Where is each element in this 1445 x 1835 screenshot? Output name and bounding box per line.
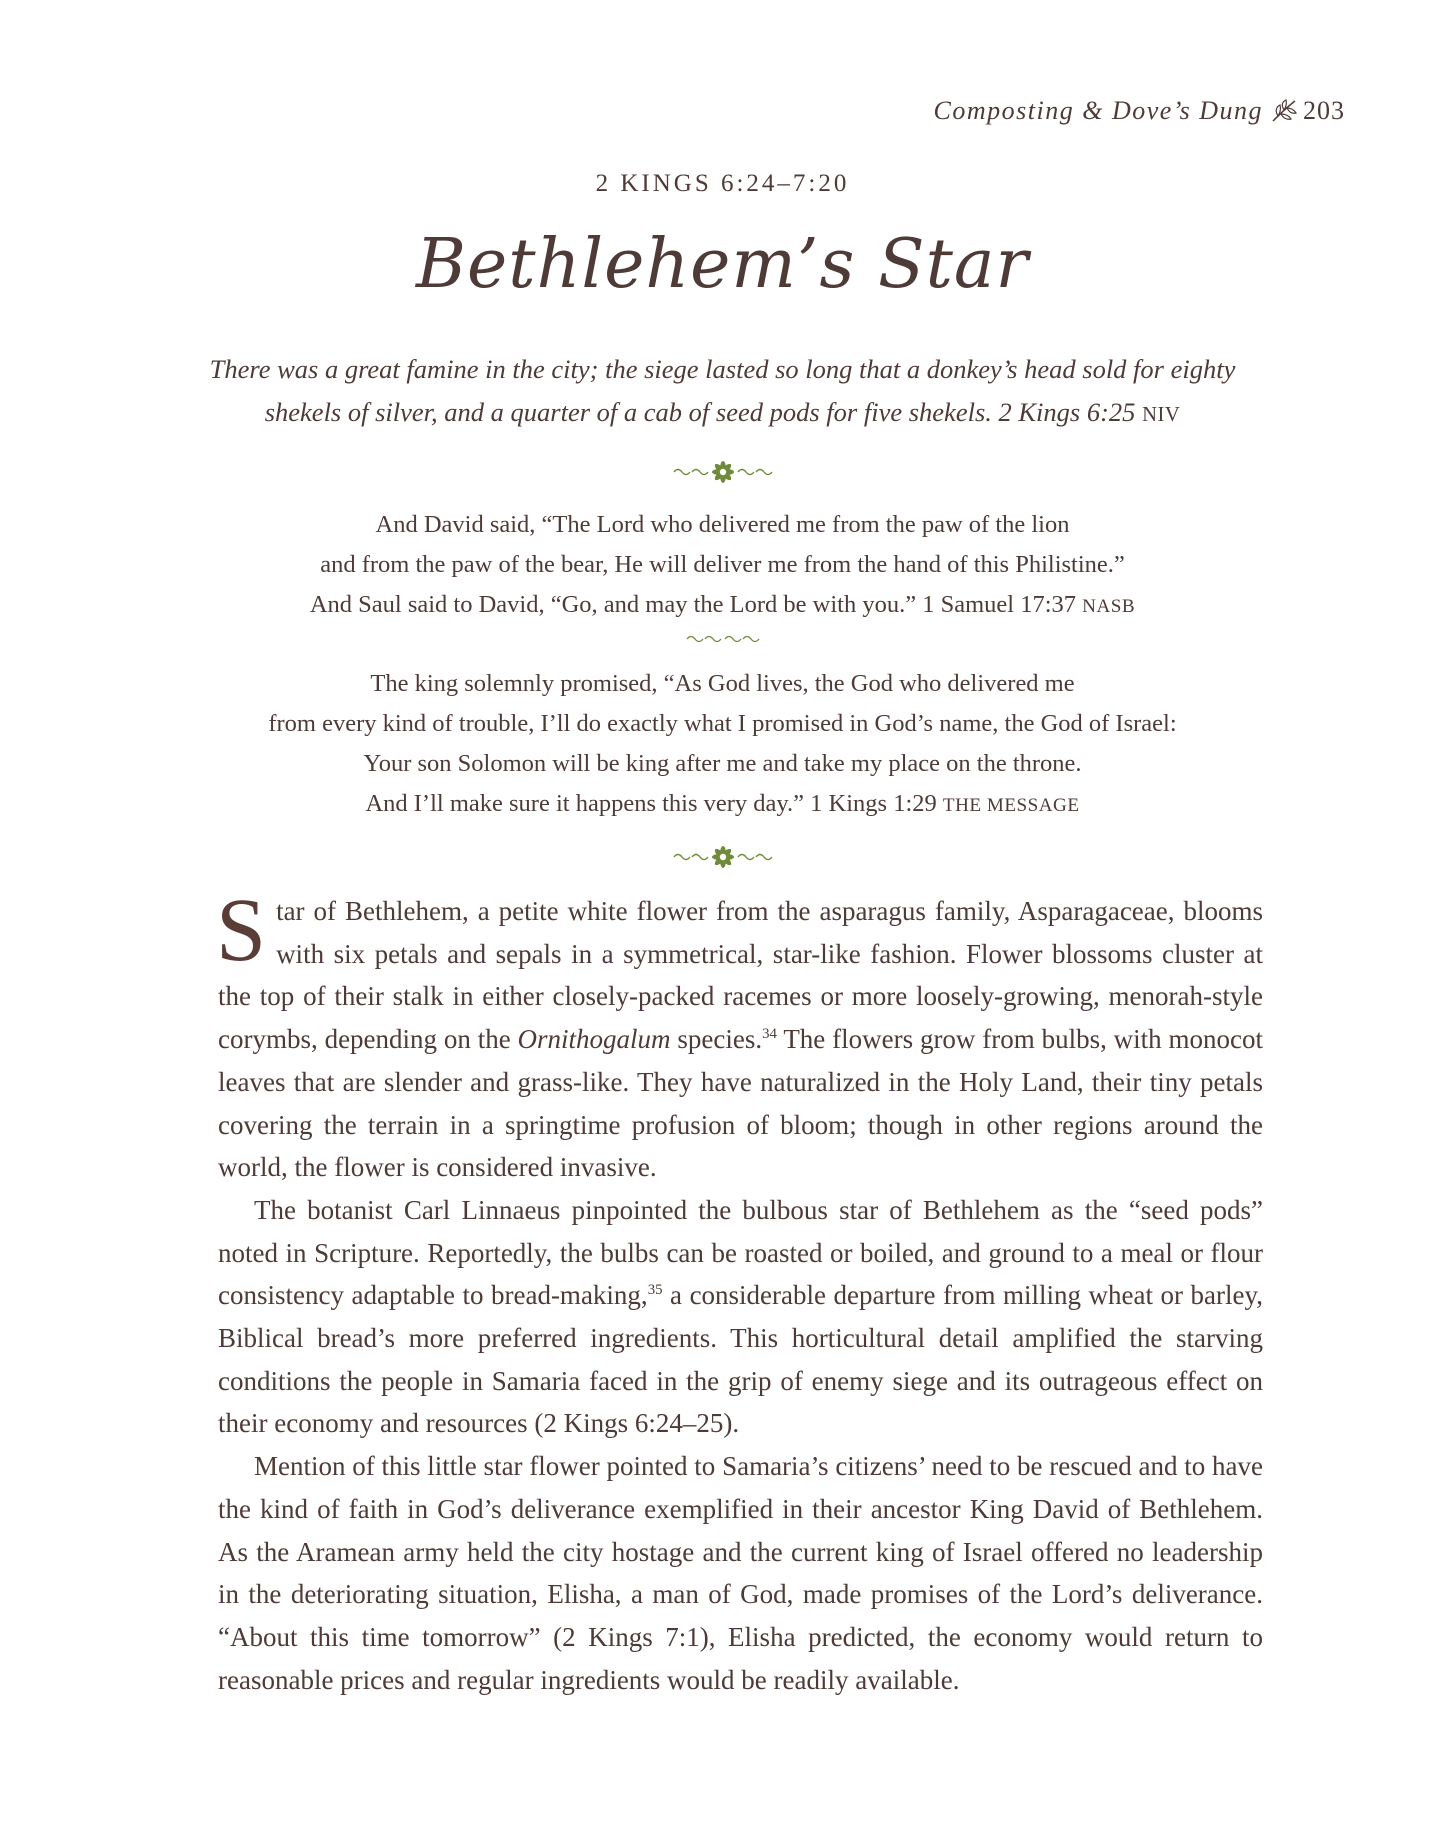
running-head-title: Composting & Dove’s Dung	[933, 96, 1263, 125]
quote-1-line-2: and from the paw of the bear, He will deliver me from the hand of this Philistine.”	[320, 551, 1125, 578]
quote-2-line-3: Your son Solomon will be king after me and take my place on the throne.	[363, 750, 1082, 777]
paragraph-1	[216, 881, 1264, 1189]
epigraph-text: There was a great famine in the city; the siege lasted so long that a donkey’s head sold for eighty shekels of silver, and a quarter of a cab of seed pods for five shekels. 2 Kings 6:25	[209, 354, 1236, 427]
quote-1-version: NASB	[1082, 596, 1136, 617]
body-text	[216, 881, 1264, 1701]
chapter-title: Bethlehem’s Star	[416, 225, 1029, 304]
vine-ornament-icon	[0, 629, 1445, 654]
quote-2-line-2: from every kind of trouble, I’ll do exactly what I promised in God’s name, the God of Israel:	[268, 710, 1177, 737]
paragraph-2-text-b: a considerable departure from milling wheat or barley, Biblical bread’s more preferred ingredients. This horticultural detail amplified the starving conditions the people in Samaria faced in the grip of enemy siege and its outrageous effect on their economy and resources (2 Kings 6:24–25).	[218, 1280, 1263, 1439]
paragraph-1-text-c: The flowers grow from bulbs, with monocot leaves that are slender and grass-like. They have naturalized in the Holy Land, their tiny petals covering the terrain in a springtime profusion of bloom; though in other regions around the world, the flower is considered invasive.	[218, 1024, 1264, 1183]
quote-2-version: THE MESSAGE	[942, 795, 1080, 816]
paragraph-3: Mention of this little star flower pointed to Samaria’s citizens’ need to be rescued and to have the kind of faith in God’s deliverance exemplified in their ancestor King David of Bethlehem. As the Aramean army held the city hostage and the current king of Israel offered no leadership in the deteriorating situation, Elisha, a man of God, made promises of the Lord’s deliverance. “About this time tomorrow” (2 Kings 7:1), Elisha predicted, the economy would return to reasonable prices and regular ingredients would be readily available.	[218, 1451, 1263, 1695]
paragraph-1-text-a: tar of Bethlehem, a petite white flower from the asparagus family, Asparagaceae, blooms with six petals and sepals in a symmetrical, star-like fashion. Flower blossoms cluster at the top of their stalk in either closely-packed racemes or more loosely-growing, menorah-style corymbs, depending on the	[218, 896, 1263, 1055]
leaf-sprig-icon	[1269, 97, 1299, 125]
quote-2-line-4-text: And I’ll make sure it happens this very day.” 1 Kings 1:29	[365, 790, 937, 817]
drop-cap: S	[216, 881, 267, 980]
page-number: 203	[1303, 96, 1345, 125]
footnote-34: 34	[762, 1026, 777, 1043]
flower-vine-ornament-icon	[0, 455, 1445, 494]
paragraph-2	[218, 1189, 1263, 1445]
paragraph-1-text-b: species.	[670, 1024, 763, 1055]
epigraph-version: NIV	[1142, 404, 1181, 426]
epigraph	[190, 348, 1255, 437]
quote-2	[160, 664, 1285, 826]
species-name: Ornithogalum	[517, 1024, 671, 1055]
quote-1-line-3	[160, 585, 1285, 627]
footnote-35: 35	[647, 1282, 663, 1299]
scripture-reference: 2 KINGS 6:24–7:20	[595, 170, 850, 197]
quote-2-line-1: The king solemnly promised, “As God lives, the God who delivered me	[370, 670, 1075, 697]
flower-vine-ornament-icon-2	[0, 840, 1445, 879]
quote-2-line-4	[160, 784, 1285, 826]
paragraph-2-text-a: The botanist Carl Linnaeus pinpointed the bulbous star of Bethlehem as the “seed pods” noted in Scripture. Reportedly, the bulbs can be roasted or boiled, and ground to a meal or flour consistency adaptable to bread-making,	[218, 1194, 1263, 1311]
running-head	[934, 96, 1345, 126]
quote-1	[160, 505, 1285, 627]
quote-1-line-3-text: And Saul said to David, “Go, and may the Lord be with you.” 1 Samuel 17:37	[309, 591, 1077, 618]
quote-1-line-1: And David said, “The Lord who delivered me from the paw of the lion	[375, 511, 1070, 538]
